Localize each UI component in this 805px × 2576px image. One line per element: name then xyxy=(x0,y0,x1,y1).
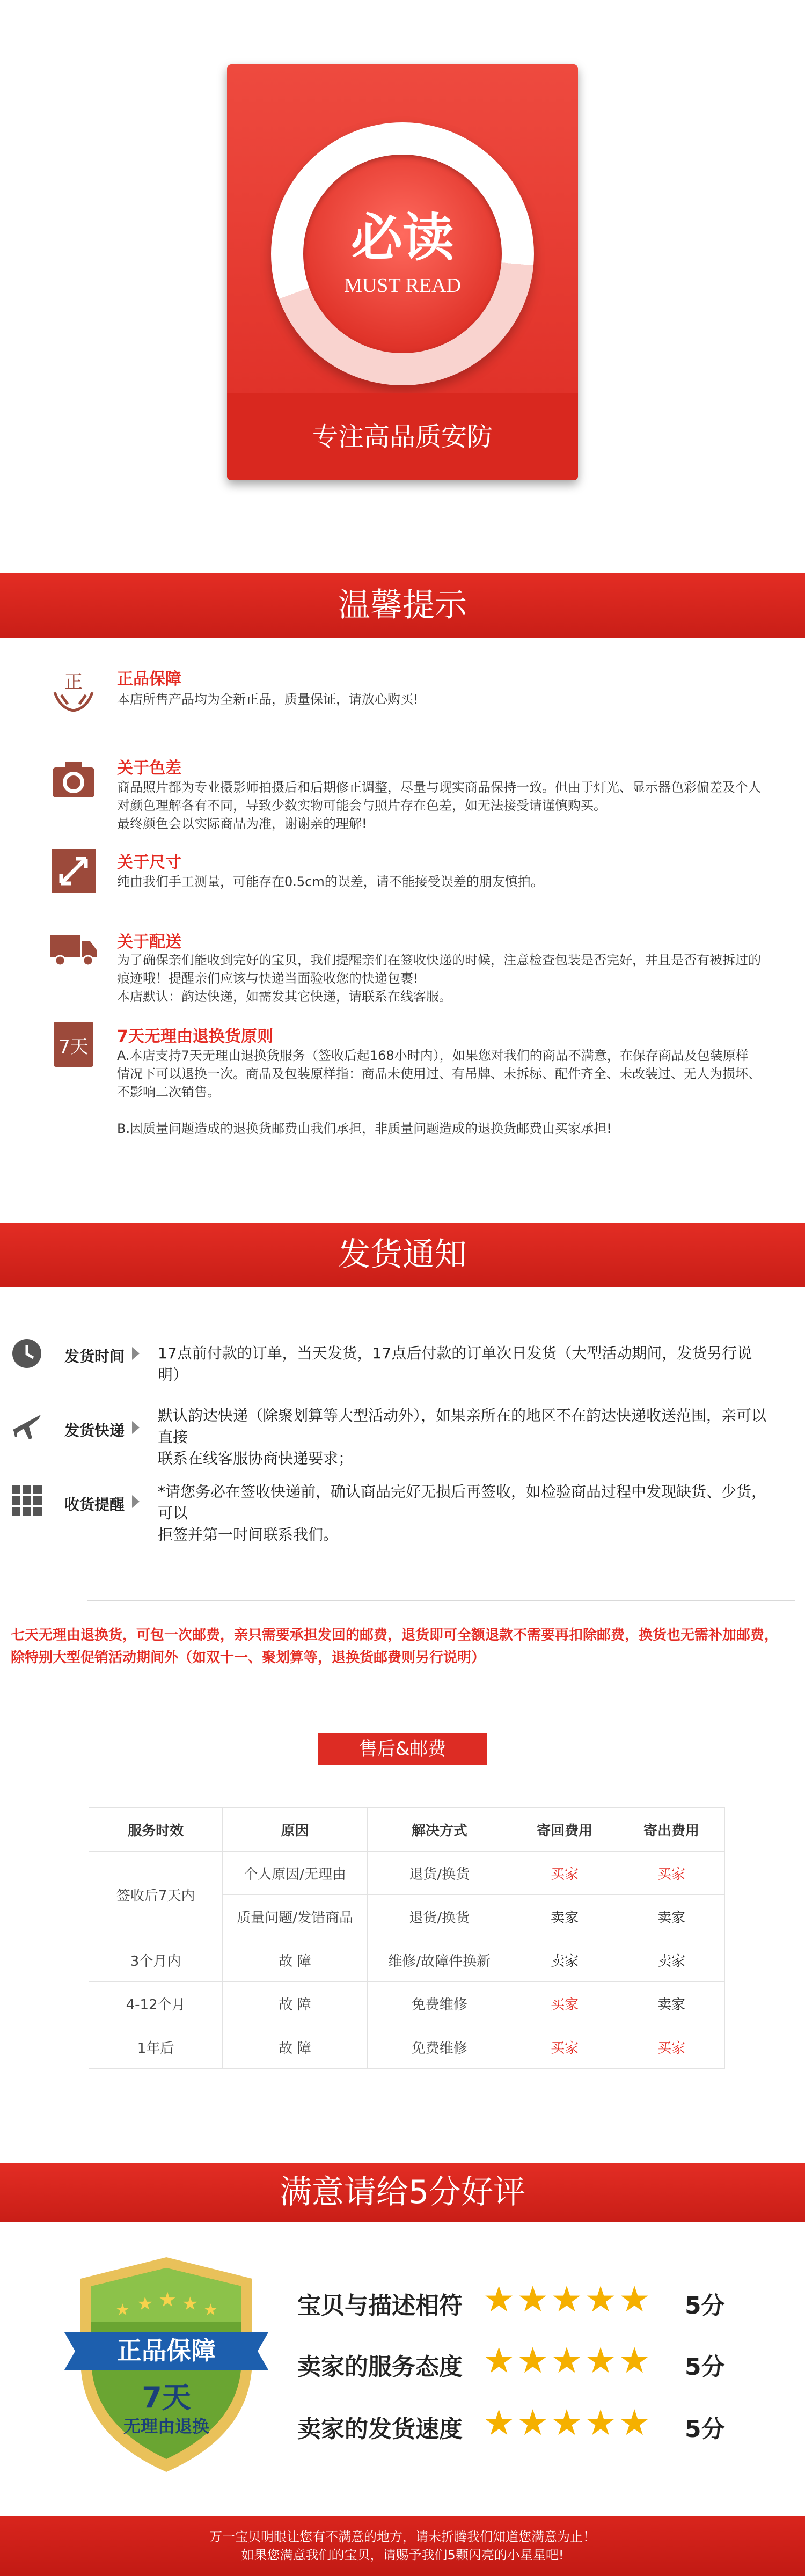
ship-text: 17点前付款的订单，当天发货，17点后付款的订单次日发货（大型活动期间，发货另行说明） xyxy=(158,1344,752,1384)
donut-center xyxy=(303,155,502,353)
svg-text:★: ★ xyxy=(182,2293,199,2315)
truck-icon xyxy=(49,923,98,971)
table-header: 服务时效 xyxy=(89,1808,223,1851)
table-cell: 退货/换货 xyxy=(368,1851,511,1895)
svg-text:★: ★ xyxy=(137,2293,153,2315)
table-row xyxy=(89,1938,725,1982)
svg-text:7天: 7天 xyxy=(58,1036,89,1058)
hero-band xyxy=(227,393,578,480)
ship-label: 发货快递 xyxy=(64,1422,125,1439)
tip-body: 纯由我们手工测量，可能存在0.5cm的误差，请不能接受误差的朋友慎拍。 xyxy=(117,874,544,889)
hero-tagline: 专注高品质安防 xyxy=(312,422,493,452)
table-cell: 买家 xyxy=(511,1982,618,2025)
rating-stars: ★★★★★ xyxy=(483,2340,653,2381)
return-notice: 七天无理由退换货，可包一次邮费，亲只需要承担发回的邮费，退货即可全额退款不需要再扣除邮费，换货也无需补加邮费， 除特别大型促销活动期间外（如双十一、聚划算等，退换货邮费则另行说明） xyxy=(11,1627,779,1666)
authentic-badge-icon xyxy=(64,2252,268,2477)
table-title: 售后&邮费 xyxy=(318,1733,487,1765)
table-cell: 卖家 xyxy=(618,1938,725,1982)
badge-title: 正品保障 xyxy=(117,2336,216,2365)
tip-body: 为了确保亲们能收到完好的宝贝，我们提醒亲们在签收快递的时候，注意检查包装是否完好，并且是否有被拆过的 痕迹哦！提醒亲们应该与快递当面验收您的快递包裹! 本店默认：韵达快递，如需发其它快递，请联系在线客服。 xyxy=(117,953,761,1004)
rating-stars: ★★★★★ xyxy=(483,2279,653,2320)
table-cell: 买家 xyxy=(618,1851,725,1895)
chevron-right-icon xyxy=(132,1347,140,1360)
table-header: 寄回费用 xyxy=(511,1808,618,1851)
ruler-icon xyxy=(49,847,98,895)
ship-label: 收货提醒 xyxy=(64,1496,125,1513)
svg-text:★: ★ xyxy=(203,2301,218,2319)
seven-day-return-icon xyxy=(49,1020,98,1068)
divider xyxy=(87,1600,795,1601)
table-cell: 退货/换货 xyxy=(368,1895,511,1938)
rating-score: 5分 xyxy=(685,2353,725,2381)
table-cell: 故 障 xyxy=(223,1938,368,1982)
rating-label: 卖家的服务态度 xyxy=(297,2353,463,2381)
table-cell: 买家 xyxy=(511,2025,618,2069)
table-cell: 卖家 xyxy=(511,1938,618,1982)
tip-title: 7天无理由退换货原则 xyxy=(117,1027,273,1046)
authentic-hands-icon xyxy=(49,665,98,714)
table-cell: 1年后 xyxy=(89,2025,223,2069)
table-cell: 故 障 xyxy=(223,1982,368,2025)
table-cell: 维修/故障件换新 xyxy=(368,1938,511,1982)
clock-icon xyxy=(11,1337,43,1370)
tip-title: 关于尺寸 xyxy=(117,853,181,872)
rating-score: 5分 xyxy=(685,2292,725,2319)
hero-title: 必读 xyxy=(351,208,454,268)
section-bar-shipping xyxy=(0,1223,805,1287)
table-cell: 4-12个月 xyxy=(89,1982,223,2025)
table-row xyxy=(89,2025,725,2069)
chevron-right-icon xyxy=(132,1421,140,1434)
table-cell: 免费维修 xyxy=(368,1982,511,2025)
table-cell: 质量问题/发错商品 xyxy=(223,1895,368,1938)
svg-text:★: ★ xyxy=(158,2288,177,2311)
table-cell: 个人原因/无理由 xyxy=(223,1851,368,1895)
table-row xyxy=(89,1982,725,2025)
section-bar-tips xyxy=(0,573,805,638)
chevron-right-icon xyxy=(132,1495,140,1508)
camera-icon xyxy=(49,756,98,804)
tip-title: 关于色差 xyxy=(117,759,181,778)
hero-subtitle: MUST READ xyxy=(344,274,461,297)
table-cell: 3个月内 xyxy=(89,1938,223,1982)
table-header: 解决方式 xyxy=(368,1808,511,1851)
table-row xyxy=(89,1851,725,1895)
ship-text: 默认韵达快递（除聚划算等大型活动外），如果亲所在的地区不在韵达快递收送范围，亲可以直接 联系在线客服协商快递要求； xyxy=(158,1407,767,1467)
table-cell: 故 障 xyxy=(223,2025,368,2069)
section-bar-rating xyxy=(0,2163,805,2222)
footer xyxy=(0,2516,805,2576)
aftersales-table xyxy=(89,1807,725,2069)
tip-body: 商品照片都为专业摄影师拍摄后和后期修正调整，尽量与现实商品保持一致。但由于灯光、显示器色彩偏差及个人 对颜色理解各有不同，导致少数实物可能会与照片存在色差，如无法接受请谨慎购买。 最终颜色会以实际商品为准，谢谢亲的理解! xyxy=(117,780,761,831)
rating-score: 5分 xyxy=(685,2416,725,2443)
section-title: 发货通知 xyxy=(338,1236,467,1274)
table-header: 寄出费用 xyxy=(618,1808,725,1851)
rating-label: 宝贝与描述相符 xyxy=(297,2292,463,2319)
tip-body: 本店所售产品均为全新正品，质量保证，请放心购买! xyxy=(117,692,419,707)
section-title: 温馨提示 xyxy=(338,587,467,624)
rating-stars: ★★★★★ xyxy=(483,2402,653,2443)
ship-text: *请您务必在签收快递前，确认商品完好无损后再签收，如检验商品过程中发现缺货、少货，可以 拒签并第一时间联系我们。 xyxy=(158,1483,767,1543)
grid-icon xyxy=(11,1484,43,1517)
donut-ring xyxy=(271,122,534,385)
footer-line: 如果您满意我们的宝贝，请赐予我们5颗闪亮的小星星吧! xyxy=(241,2548,564,2563)
ship-label: 发货时间 xyxy=(64,1348,125,1365)
badge-days: 7天 xyxy=(142,2381,191,2414)
svg-text:正: 正 xyxy=(64,671,83,693)
tip-body: A.本店支持7天无理由退换货服务（签收后起168小时内），如果您对我们的商品不满意，在保存商品及包装原样 情况下可以退换一次。商品及包装原样指：商品未使用过、有吊牌、未拆标、配件齐全、未改装过、无人为损坏、 不影响二次销售。 B.因质量问题造成的退换货邮费由我们承担，非质量问题造成的退换货邮费由买家承担! xyxy=(117,1048,761,1136)
airplane-icon xyxy=(11,1409,43,1441)
table-cell: 买家 xyxy=(511,1851,618,1895)
tip-title: 正品保障 xyxy=(117,670,181,689)
table-header: 原因 xyxy=(223,1808,368,1851)
table-cell: 签收后7天内 xyxy=(89,1851,223,1938)
rating-label: 卖家的发货速度 xyxy=(297,2416,463,2443)
table-cell: 卖家 xyxy=(511,1895,618,1938)
table-cell: 免费维修 xyxy=(368,2025,511,2069)
table-cell: 买家 xyxy=(618,2025,725,2069)
table-header-row xyxy=(89,1808,725,1851)
section-title: 满意请给5分好评 xyxy=(279,2174,526,2211)
svg-text:★: ★ xyxy=(115,2301,130,2319)
footer-line: 万一宝贝明眼让您有不满意的地方，请未折腾我们知道您满意为止！ xyxy=(209,2529,596,2544)
tip-title: 关于配送 xyxy=(117,933,181,952)
table-cell: 卖家 xyxy=(618,1895,725,1938)
badge-subtitle: 无理由退换 xyxy=(123,2416,210,2436)
table-cell: 卖家 xyxy=(618,1982,725,2025)
must-read-card xyxy=(227,64,578,480)
